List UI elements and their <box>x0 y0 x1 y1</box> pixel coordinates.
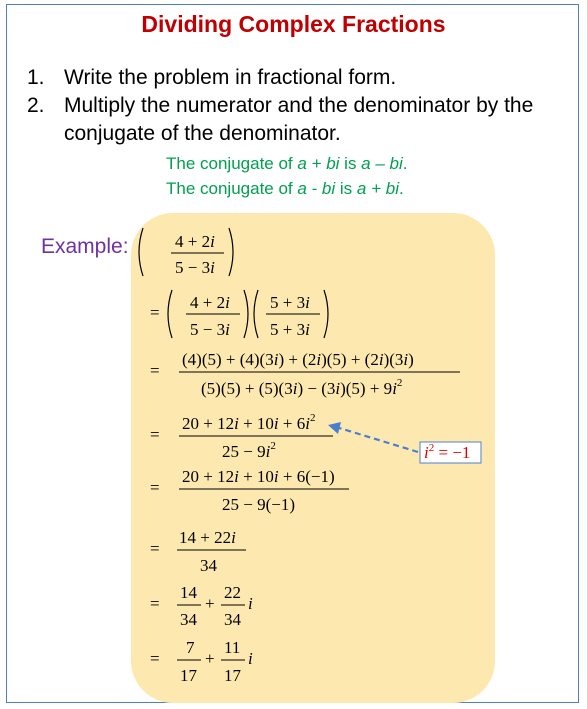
step-split <box>150 583 253 629</box>
svg-text:22: 22 <box>224 583 241 602</box>
svg-text:=: = <box>150 425 160 444</box>
arrow-head-icon <box>328 422 341 434</box>
step-text: Write the problem in fractional form. <box>64 66 397 89</box>
svg-text:25 − 9(−1): 25 − 9(−1) <box>222 495 295 514</box>
svg-text:=: = <box>150 478 160 497</box>
conjugate-note-1: The conjugate of a + bi is a – bi. <box>166 154 408 173</box>
svg-text:17: 17 <box>180 666 197 685</box>
svg-text:=: = <box>150 649 160 668</box>
svg-text:5 − 3i: 5 − 3i <box>175 258 215 277</box>
step-combine <box>150 528 246 575</box>
example-label: Example: <box>41 235 129 258</box>
step-number: 1. <box>27 66 45 89</box>
svg-text:+: + <box>205 649 215 668</box>
page-title: Dividing Complex Fractions <box>141 11 446 37</box>
svg-text:(4)(5) + (4)(3i) + (2i)(5) + (: (4)(5) + (4)(3i) + (2i)(5) + (2i)(3i) <box>182 350 414 369</box>
svg-text:i: i <box>248 649 253 668</box>
svg-text:20 + 12i + 10i + 6i2: $20 + 12i + 10i + 6i^2$ <box>182 412 316 433</box>
dashed-arrow-line <box>336 427 418 452</box>
conjugate-note-2: The conjugate of a - bi is a + bi. <box>166 179 404 198</box>
step-multiply-conjugate <box>150 290 328 339</box>
svg-text:11: 11 <box>224 638 241 657</box>
step-number: 2. <box>27 94 45 117</box>
svg-text:5 − 3i: 5 − 3i <box>190 320 230 339</box>
svg-text:4 + 2i: 4 + 2i <box>190 293 230 312</box>
svg-text:=: = <box>150 303 160 322</box>
svg-text:+: + <box>205 594 215 613</box>
step-text: Multiply the numerator and the denominator by the <box>64 94 534 117</box>
step-2-continued: conjugate of the denominator. <box>64 122 341 145</box>
step-original-fraction <box>139 228 233 277</box>
svg-text:25 − 9i2: $25 - 9i^2$ <box>222 440 276 461</box>
svg-text:34: 34 <box>224 610 241 629</box>
svg-text:34: 34 <box>200 556 217 575</box>
svg-text:14 + 22i: 14 + 22i <box>179 528 236 547</box>
svg-text:i: i <box>248 594 253 613</box>
svg-text:(5)(5) + (5)(3i) − (3i)(5) + 9: $(5)(5) + (5)(3i) - (3i)(5) + 9i^2$ <box>201 377 403 398</box>
svg-text:=: = <box>150 361 160 380</box>
svg-text:5 + 3i: 5 + 3i <box>270 320 310 339</box>
callout-text: $i^2 = -1$ <box>424 442 471 462</box>
step-final-answer <box>150 638 253 685</box>
svg-text:20 + 12i + 10i + 6(−1): 20 + 12i + 10i + 6(−1) <box>182 467 335 486</box>
step-substitute <box>150 467 349 514</box>
svg-text:17: 17 <box>224 666 241 685</box>
svg-text:34: 34 <box>180 610 197 629</box>
step-simplify-terms <box>150 412 333 461</box>
step-expand-products <box>150 350 460 398</box>
svg-text:=: = <box>150 539 160 558</box>
svg-text:5 + 3i: 5 + 3i <box>270 293 310 312</box>
svg-text:4 + 2i: 4 + 2i <box>175 232 215 251</box>
i-squared-callout <box>328 422 481 463</box>
svg-text:=: = <box>150 594 160 613</box>
svg-text:14: 14 <box>180 583 197 602</box>
svg-text:7: 7 <box>186 638 195 657</box>
